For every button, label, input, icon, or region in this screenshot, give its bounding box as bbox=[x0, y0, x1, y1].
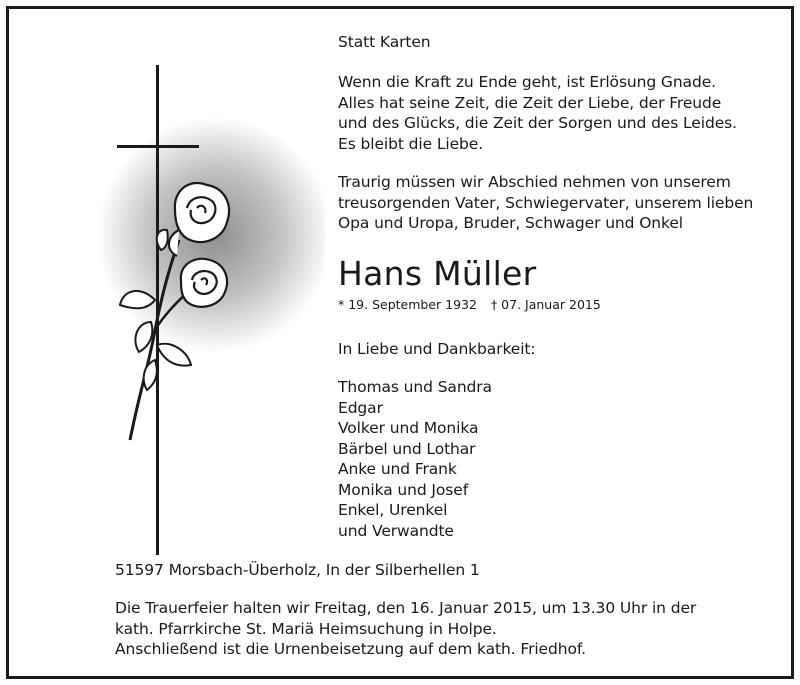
quote-line: Es bleibt die Liebe. bbox=[338, 134, 484, 153]
mourner-name: Enkel, Urenkel bbox=[338, 501, 448, 519]
quote-block bbox=[338, 72, 737, 154]
mourner-name: Anke und Frank bbox=[338, 460, 457, 478]
mourner-name: Volker und Monika bbox=[338, 419, 479, 437]
funeral-info-line: kath. Pfarrkirche St. Mariä Heimsuchung in Holpe. bbox=[115, 619, 497, 638]
death-date: † 07. Januar 2015 bbox=[490, 297, 601, 312]
cross-icon bbox=[95, 60, 325, 560]
statt-karten-label: Statt Karten bbox=[338, 33, 431, 51]
mourners-list bbox=[338, 377, 492, 541]
intro-line: Traurig müssen wir Abschied nehmen von unserem bbox=[338, 173, 731, 191]
intro-line: treusorgenden Vater, Schwiegervater, unserem lieben bbox=[338, 193, 754, 212]
intro-block bbox=[338, 172, 753, 234]
mourner-name: Edgar bbox=[338, 398, 383, 417]
cross-roses-illustration bbox=[95, 60, 325, 560]
quote-line: und des Glücks, die Zeit der Sorgen und des Leides. bbox=[338, 114, 737, 132]
deceased-name: Hans Müller bbox=[338, 254, 537, 293]
mourner-name: Thomas und Sandra bbox=[338, 378, 492, 396]
family-address: 51597 Morsbach-Überholz, In der Silberhellen 1 bbox=[115, 561, 480, 579]
life-dates bbox=[338, 297, 601, 313]
funeral-info bbox=[115, 598, 696, 660]
intro-line: Opa und Uropa, Bruder, Schwager und Onkel bbox=[338, 214, 683, 232]
quote-line: Wenn die Kraft zu Ende geht, ist Erlösung Gnade. bbox=[338, 73, 716, 91]
mourners-heading: In Liebe und Dankbarkeit: bbox=[338, 340, 536, 358]
mourner-name: Bärbel und Lothar bbox=[338, 439, 476, 458]
quote-line: Alles hat seine Zeit, die Zeit der Liebe, der Freude bbox=[338, 93, 722, 112]
mourner-name: und Verwandte bbox=[338, 521, 454, 540]
funeral-info-line: Anschließend ist die Urnenbeisetzung auf dem kath. Friedhof. bbox=[115, 640, 586, 658]
rose-icon bbox=[181, 259, 227, 307]
birth-date: * 19. September 1932 bbox=[338, 297, 477, 312]
mourner-name: Monika und Josef bbox=[338, 480, 469, 499]
funeral-info-line: Die Trauerfeier halten wir Freitag, den 16. Januar 2015, um 13.30 Uhr in der bbox=[115, 599, 697, 617]
